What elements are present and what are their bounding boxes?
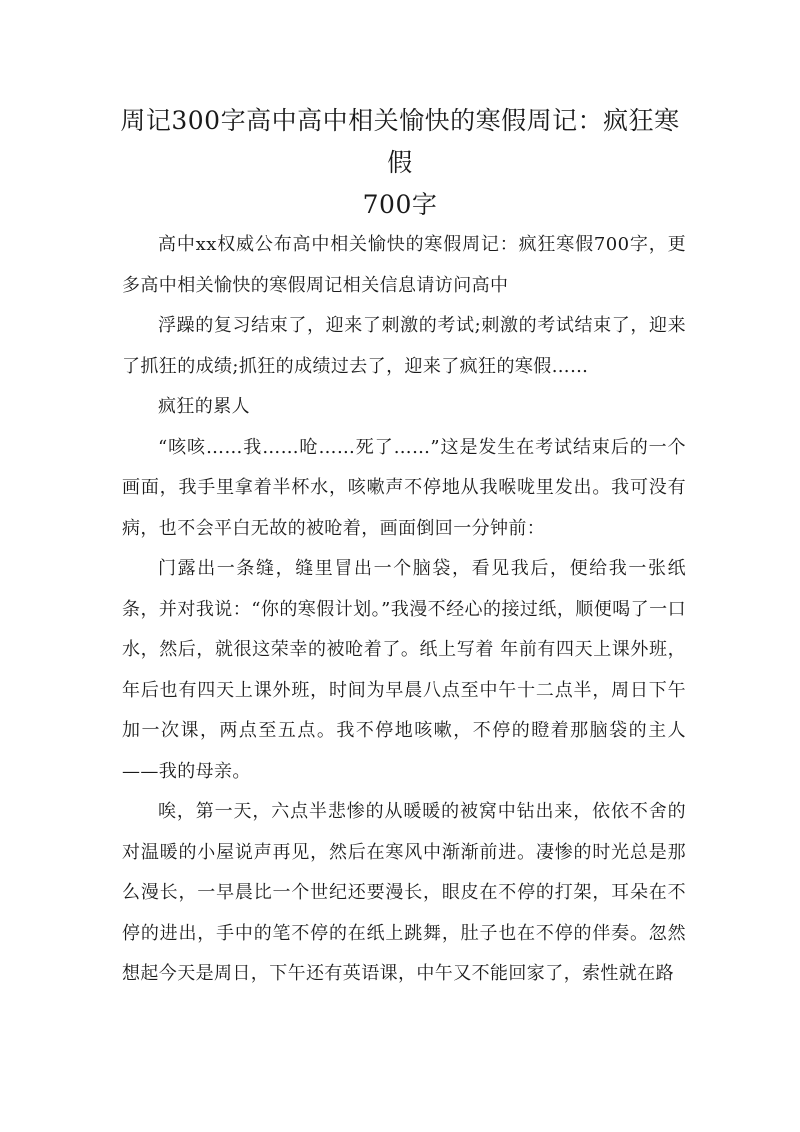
title-line-1: 周记300字高中高中相关愉快的寒假周记：疯狂寒假 bbox=[120, 106, 680, 177]
paragraph-cough: “咳咳……我……呛……死了……”这是发生在考试结束后的一个画面，我手里拿着半杯水，咳嗽声不停地从我喉咙里发出。我可没有病，也不会平白无故的被呛着，画面倒回一分钟前： bbox=[122, 436, 686, 539]
document-body bbox=[122, 225, 686, 995]
paragraph-plan: 门露出一条缝，缝里冒出一个脑袋，看见我后，便给我一张纸条，并对我说：“你的寒假计划。”我漫不经心的接过纸，顺便喝了一口水，然后，就很这荣幸的被呛着了。纸上写着 年前有四天上课外班，年后也有四天上课外班，时间为早晨八点至中午十二点半，周日下午加一次课，两点至五点。我不停地咳嗽，不停的瞪着那脑袋的主人——我的母亲。 bbox=[122, 558, 686, 782]
title-line-2: 700字 bbox=[362, 190, 438, 219]
paragraph-intro: 高中xx权威公布高中相关愉快的寒假周记：疯狂寒假700字，更多高中相关愉快的寒假周记相关信息请访问高中 bbox=[122, 234, 686, 296]
paragraph-opening: 浮躁的复习结束了，迎来了刺激的考试;刺激的考试结束了，迎来了抓狂的成绩;抓狂的成绩过去了，迎来了疯狂的寒假…… bbox=[122, 315, 686, 377]
document-title bbox=[110, 100, 690, 226]
section-heading: 疯狂的累人 bbox=[158, 396, 250, 417]
paragraph-first-day: 唉，第一天，六点半悲惨的从暖暖的被窝中钻出来，依依不舍的对温暖的小屋说声再见，然后在寒风中渐渐前进。凄惨的时光总是那么漫长，一早晨比一个世纪还要漫长，眼皮在不停的打架，耳朵在不停的进出，手中的笔不停的在纸上跳舞，肚子也在不停的伴奏。忽然想起今天是周日，下午还有英语课，中午又不能回家了，索性就在路 bbox=[122, 801, 686, 984]
